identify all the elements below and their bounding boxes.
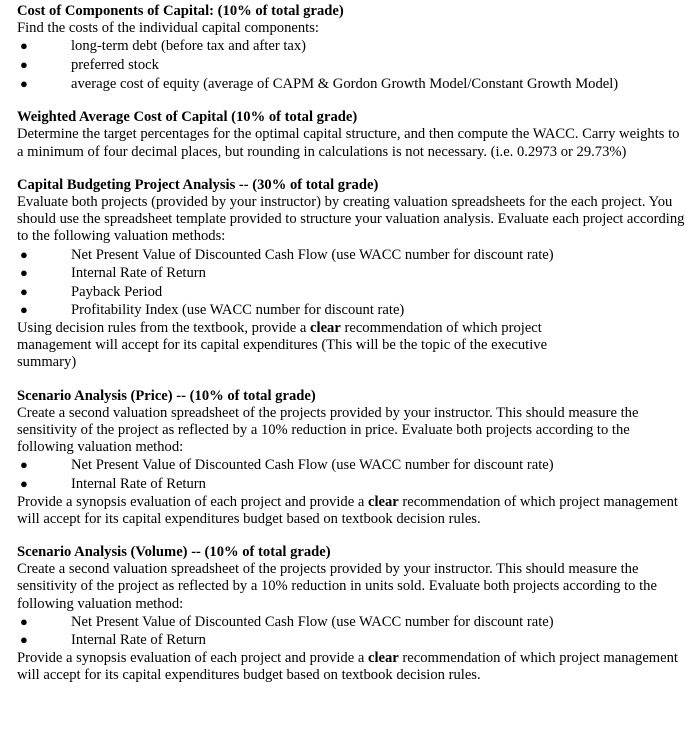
section-closing bbox=[17, 494, 687, 528]
section-intro: Find the costs of the individual capital components: bbox=[17, 20, 319, 37]
bullet-list bbox=[17, 456, 687, 493]
list-item-text: Net Present Value of Discounted Cash Flow (use WACC number for discount rate) bbox=[71, 613, 554, 630]
bullet-icon: ● bbox=[20, 457, 28, 473]
section-heading: Scenario Analysis (Price) -- (10% of total grade) bbox=[17, 387, 316, 404]
list-item-text: long-term debt (before tax and after tax) bbox=[71, 38, 307, 55]
bullet-icon: ● bbox=[20, 613, 28, 629]
list-item-text: average cost of equity (average of CAPM & Gordon Growth Model/Constant Growth Model) bbox=[71, 75, 619, 92]
bullet-icon: ● bbox=[20, 283, 28, 299]
closing-text: Provide a synopsis evaluation of each project and provide a bbox=[17, 650, 368, 666]
closing-emphasis: clear bbox=[367, 493, 399, 510]
section-intro: Evaluate both projects (provided by your instructor) by creating valuation spreadsheets for the each project. You should use the spreadsheet template provided to structure your valuation analysis. Evaluate each project according to the following valuation methods: bbox=[17, 194, 685, 245]
bullet-list bbox=[17, 37, 687, 93]
list-item-text: Profitability Index (use WACC number for discount rate) bbox=[71, 302, 405, 319]
list-item bbox=[17, 613, 687, 632]
list-item bbox=[17, 631, 687, 650]
section-scenario-price bbox=[17, 388, 687, 528]
bullet-list bbox=[17, 246, 687, 320]
list-item bbox=[17, 283, 687, 302]
closing-text: recommendation of which project management will accept for its capital expenditures (This will be the topic of the executive summary) bbox=[17, 319, 548, 371]
bullet-icon: ● bbox=[20, 38, 28, 54]
list-item bbox=[17, 37, 687, 56]
bullet-list bbox=[17, 613, 687, 650]
list-item-text: Net Present Value of Discounted Cash Flow (use WACC number for discount rate) bbox=[71, 246, 554, 263]
list-item-text: Internal Rate of Return bbox=[71, 265, 206, 282]
closing-text: Using decision rules from the textbook, provide a bbox=[17, 319, 311, 336]
bullet-icon: ● bbox=[20, 57, 28, 72]
section-wacc bbox=[17, 109, 687, 161]
closing-text: Provide a synopsis evaluation of each project and provide a bbox=[17, 493, 368, 510]
section-heading: Weighted Average Cost of Capital (10% of total grade) bbox=[17, 109, 358, 126]
closing-emphasis: clear bbox=[367, 650, 399, 666]
section-heading: Scenario Analysis (Volume) -- (10% of total grade) bbox=[17, 544, 331, 560]
closing-text: recommendation of which project management will accept for its capital expenditures budget based on textbook decision rules. bbox=[17, 493, 678, 527]
list-item-text: Payback Period bbox=[71, 283, 163, 300]
section-heading: Capital Budgeting Project Analysis -- (30% of total grade) bbox=[17, 176, 379, 193]
list-item bbox=[17, 301, 687, 320]
section-intro: Create a second valuation spreadsheet of the projects provided by your instructor. This should measure the sensitivity of the project as reflected by a 10% reduction in price. Evaluate both projects according to the following valuation method: bbox=[17, 404, 639, 456]
list-item bbox=[17, 456, 687, 475]
section-intro: Create a second valuation spreadsheet of the projects provided by your instructor. This should measure the sensitivity of the project as reflected by a 10% reduction in units sold. Evaluate both projects according to the following valuation method: bbox=[17, 561, 657, 612]
section-cost-of-components bbox=[17, 3, 687, 93]
bullet-icon: ● bbox=[20, 246, 28, 262]
section-closing bbox=[17, 320, 607, 372]
bullet-icon: ● bbox=[20, 75, 28, 91]
list-item-text: Internal Rate of Return bbox=[71, 476, 206, 492]
section-intro: Determine the target percentages for the optimal capital structure, and then compute the WACC. Carry weights to a minimum of four decimal places, but rounding in calculations is not necessary. (i.e. 0.2973 or 29.73%) bbox=[17, 126, 680, 160]
list-item bbox=[17, 475, 687, 494]
list-item-text: Internal Rate of Return bbox=[71, 632, 206, 649]
section-heading: Cost of Components of Capital: (10% of total grade) bbox=[17, 3, 344, 19]
list-item-text: Net Present Value of Discounted Cash Flow (use WACC number for discount rate) bbox=[71, 457, 554, 474]
list-item bbox=[17, 56, 687, 75]
closing-emphasis: clear bbox=[310, 319, 341, 336]
bullet-icon: ● bbox=[20, 632, 28, 648]
bullet-icon: ● bbox=[20, 302, 28, 318]
closing-text: recommendation of which project management will accept for its capital expenditures budget based on textbook decision rules. bbox=[17, 650, 678, 684]
section-capital-budgeting bbox=[17, 177, 687, 372]
bullet-icon: ● bbox=[20, 476, 28, 491]
section-scenario-volume bbox=[17, 544, 687, 684]
section-closing bbox=[17, 650, 687, 684]
list-item bbox=[17, 264, 687, 283]
list-item bbox=[17, 75, 687, 94]
bullet-icon: ● bbox=[20, 265, 28, 281]
list-item-text: preferred stock bbox=[71, 57, 159, 73]
list-item bbox=[17, 246, 687, 265]
